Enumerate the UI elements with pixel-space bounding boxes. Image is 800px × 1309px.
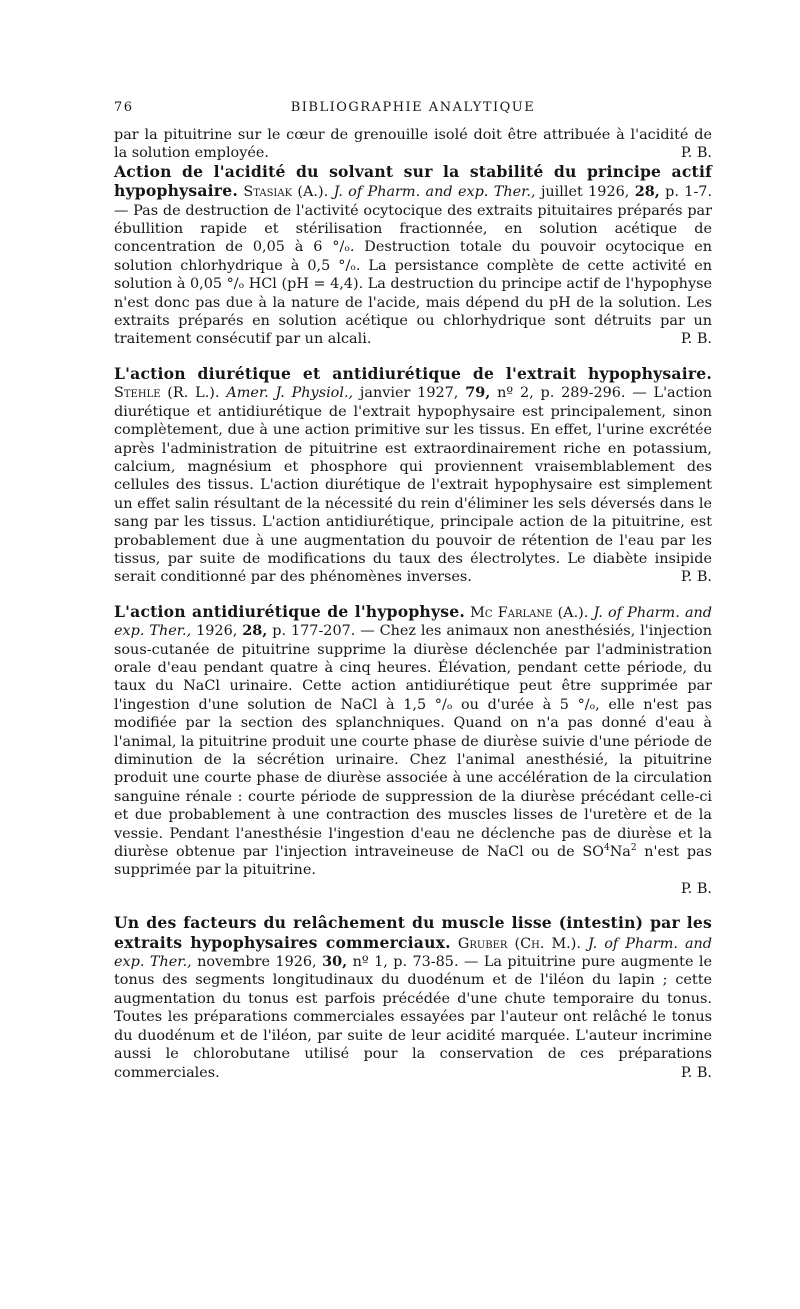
- article-body: — Pas de destruction de l'activité ocytocique des extraits pituitaires préparés par ébullition rapide et stérilisation fractionnée, en solution acétique de concentration de 0,05 à 6 °/ₒ. Destruction totale du pouvoir ocytocique en solution chlorhydrique à 0,5 °/ₒ. La persistance complète de cette activité en solution à 0,05 °/ₒ HCl (pH = 4,4). La destruction du principe actif de l'hypophyse n'est donc pas due à la nature de l'acide, mais dépend du pH de la solution. Les extraits préparés en solution acétique ou chlorhydrique sont détruits par un traitement consécutif par un alcali.: [114, 202, 712, 348]
- intro-paragraph: [114, 126, 712, 163]
- signature: P. B.: [680, 145, 712, 162]
- page-content: [114, 126, 712, 1082]
- signature: P. B.: [680, 331, 712, 348]
- article-1: [114, 163, 712, 349]
- article-pages: nº 2, p. 289-296.: [497, 385, 626, 402]
- page-number: 76: [114, 100, 134, 115]
- superscript: 4: [603, 843, 610, 854]
- article-4: [114, 914, 712, 1082]
- article-journal: Amer. J. Physiol.,: [226, 385, 354, 402]
- article-body: — Chez les animaux non anesthésiés, l'injection sous-cutanée de pituitrine supprime la diurèse déclenchée par l'administration orale d'eau pendant quatre à cinq heures. Élévation, pendant cette période, du taux du NaCl urinaire. Cette action antidiurétique peut être supprimée par l'ingestion d'une solution de NaCl à 1,5 °/ₒ ou d'urée à 5 °/ₒ, elle n'est pas modifiée par la section des splanchniques. Quand on n'a pas donné d'eau à l'animal, la pituitrine produit une courte phase de diurèse suivie d'une période de diminution de la sécrétion urinaire. Chez l'animal anesthésié, la pituitrine produit une courte phase de diurèse associée à une accélération de la circulation sanguine rénale : courte période de suppression de la diurèse précédant celle-ci et due probablement à une contraction des muscles lisses de l'uretère et de la vessie. Pendant l'anesthésie l'ingestion d'eau ne déclenche pas de diurèse et la diurèse obtenue par l'injection intraveineuse de NaCl ou de SO: [114, 623, 712, 861]
- intro-text: par la pituitrine sur le cœur de grenouille isolé doit être attribuée à l'acidité de la solution employée.: [114, 127, 712, 162]
- article-date: janvier 1927,: [359, 385, 459, 402]
- signature: P. B.: [680, 569, 712, 586]
- article-date: novembre 1926,: [197, 954, 317, 971]
- article-volume: 79,: [465, 384, 491, 402]
- article-date: juillet 1926,: [540, 184, 630, 201]
- article-journal: J. of Pharm. and exp. Ther.,: [333, 184, 536, 201]
- article-3: [114, 603, 712, 899]
- article-body: Na: [609, 844, 631, 861]
- article-title: Action de l'acidité du solvant sur la stabilité du principe actif hypophysaire.: [114, 161, 712, 201]
- article-authors: Stehle (R. L.).: [114, 385, 220, 402]
- article-title: L'action antidiurétique de l'hypophyse.: [114, 601, 465, 621]
- running-head: [114, 100, 712, 122]
- article-title: L'action diurétique et antidiurétique de l'extrait hypophysaire.: [114, 363, 712, 383]
- article-paragraph: [114, 603, 712, 880]
- article-paragraph: [114, 163, 712, 349]
- article-authors: Stasiak (A.).: [243, 184, 329, 201]
- signature: P. B.: [680, 880, 712, 897]
- article-authors: Mc Farlane (A.).: [470, 604, 589, 621]
- article-volume: 28,: [634, 183, 660, 201]
- article-pages: p. 177-207.: [272, 623, 356, 640]
- article-body: n'est pas supprimée par la pituitrine.: [114, 844, 712, 879]
- superscript: 2: [630, 843, 637, 854]
- article-volume: 28,: [242, 622, 268, 640]
- article-authors: Gruber (Ch. M.).: [457, 935, 581, 952]
- article-2: [114, 365, 712, 587]
- article-body: — L'action diurétique et antidiurétique de l'extrait hypophysaire est principalement, sinon complètement, due à une action primitive sur les tissus. En effet, l'urine excrétée après l'administration de pituitrine est extraordinairement riche en potassium, calcium, magnésium et phosphore qui proviennent vraisemblablement des cellules des tissus. L'action diurétique de l'extrait hypophysaire est simplement un effet salin résultant de la nécessité du rein d'éliminer les sels déversés dans le sang par les tissus. L'action antidiurétique, principale action de la pituitrine, est probablement due à une augmentation du pouvoir de rétention de l'eau par les tissus, par suite de modifications du taux des électrolytes. Le diabète insipide serait conditionné par des phénomènes inverses.: [114, 385, 712, 586]
- article-body: — La pituitrine pure augmente le tonus des segments longitudinaux du duodénum et de l'iléon du lapin ; cette augmentation du tonus est parfois précédée d'une chute temporaire du tonus. Toutes les préparations commerciales essayées par l'auteur ont relâché le tonus du duodénum et de l'iléon, par suite de leur acidité marquée. L'auteur incrimine aussi le chlorobutane utilisé pour la conservation de ces préparations commerciales.: [114, 954, 713, 1081]
- article-pages: p. 1-7.: [665, 184, 713, 201]
- article-volume: 30,: [322, 953, 348, 971]
- article-title: Un des facteurs du relâchement du muscle lisse (intestin) par les extraits hypophysaires commerciaux.: [114, 913, 712, 952]
- article-date: 1926,: [196, 623, 238, 640]
- running-title: BIBLIOGRAPHIE ANALYTIQUE: [290, 100, 536, 115]
- article-journal: J. of Pharm. and exp. Ther.,: [114, 935, 713, 971]
- article-paragraph: [114, 914, 712, 1082]
- signature-line: [114, 880, 712, 898]
- article-paragraph: [114, 365, 712, 587]
- article-journal: J. of Pharm. and exp. Ther.,: [114, 604, 713, 640]
- signature: P. B.: [680, 1064, 712, 1081]
- article-pages: nº 1, p. 73-85.: [352, 954, 459, 971]
